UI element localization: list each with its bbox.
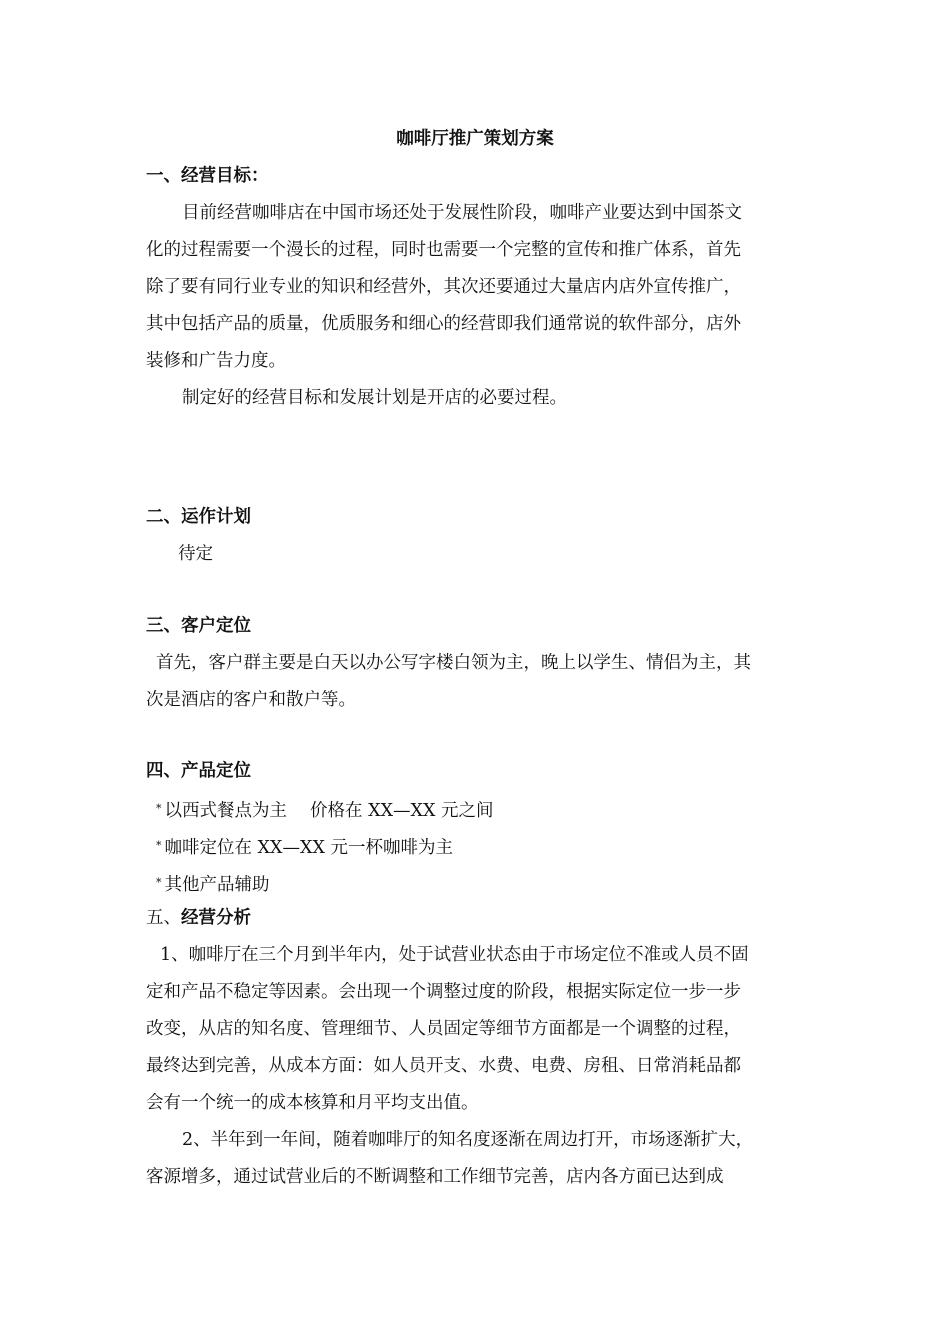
- section-5-para-1-line-4: 最终达到完善，从成本方面：如人员开支、水费、电费、房租、日常消耗品都: [146, 1056, 741, 1076]
- section-5-para-1-line-5: 会有一个统一的成本核算和月平均支出值。: [146, 1093, 479, 1113]
- section-4-item: [146, 864, 810, 901]
- section-1-para-1-line-4: 其中包括产品的质量，优质服务和细心的经营即我们通常说的软件部分，店外: [146, 314, 741, 334]
- section-5: [146, 900, 810, 1196]
- section-4-item: [146, 790, 810, 827]
- section-3: [146, 608, 810, 719]
- section-5-para-2-line-1: 2、半年到一年间，随着咖啡厅的知名度逐渐在周边打开，市场逐渐扩大，: [182, 1130, 754, 1150]
- section-4-item-1-text: 以西式餐点为主 价格在 XX—XX 元之间: [164, 801, 494, 821]
- section-2-heading: 二、运作计划: [146, 507, 251, 527]
- section-2: [146, 499, 810, 573]
- section-1: [146, 158, 810, 417]
- section-1-heading: 一、经营目标：: [146, 166, 269, 186]
- section-1-para-1-line-2: 化的过程需要一个漫长的过程，同时也需要一个完整的宣传和推广体系，首先: [146, 240, 741, 260]
- document-title: 咖啡厅推广策划方案: [396, 129, 554, 149]
- section-4-item-2-text: 咖啡定位在 XX—XX 元一杯咖啡为主: [164, 838, 453, 858]
- section-5-heading-prefix: 五、: [146, 908, 181, 928]
- section-4-item-3-text: 其他产品辅助: [164, 875, 270, 895]
- section-3-line-2: 次是酒店的客户和散户等。: [146, 690, 356, 710]
- section-1-para-1-line-1: 目前经营咖啡店在中国市场还处于发展性阶段，咖啡产业要达到中国茶文: [182, 203, 742, 223]
- section-3-heading: 三、客户定位: [146, 616, 251, 636]
- bullet-star-icon: *: [156, 802, 162, 815]
- bullet-star-icon: *: [156, 839, 162, 852]
- section-1-para-2: 制定好的经营目标和发展计划是开店的必要过程。: [182, 388, 567, 408]
- section-1-para-1-line-3: 除了要有同行业专业的知识和经营外，其次还要通过大量店内店外宣传推广，: [146, 277, 741, 297]
- section-5-para-1-line-1: 1、咖啡厅在三个月到半年内，处于试营业状态由于市场定位不准或人员不固: [160, 945, 749, 965]
- bullet-star-icon: *: [156, 876, 162, 889]
- section-5-para-1-line-2: 定和产品不稳定等因素。会出现一个调整过度的阶段，根据实际定位一步一步: [146, 982, 741, 1002]
- section-5-heading: [146, 900, 810, 937]
- section-2-body: 待定: [178, 544, 213, 564]
- section-1-para-1-line-5: 装修和广告力度。: [146, 351, 286, 371]
- section-5-para-2-line-2: 客源增多，通过试营业后的不断调整和工作细节完善，店内各方面已达到成: [146, 1167, 724, 1187]
- section-4-heading: 四、产品定位: [146, 761, 251, 781]
- section-3-line-1: 首先，客户群主要是白天以办公写字楼白领为主，晚上以学生、情侣为主，其: [156, 653, 751, 673]
- section-5-heading-text: 经营分析: [181, 908, 251, 928]
- section-4: [146, 753, 810, 901]
- section-5-para-1-line-3: 改变，从店的知名度、管理细节、人员固定等细节方面都是一个调整的过程，: [146, 1019, 741, 1039]
- section-4-item: [146, 827, 810, 864]
